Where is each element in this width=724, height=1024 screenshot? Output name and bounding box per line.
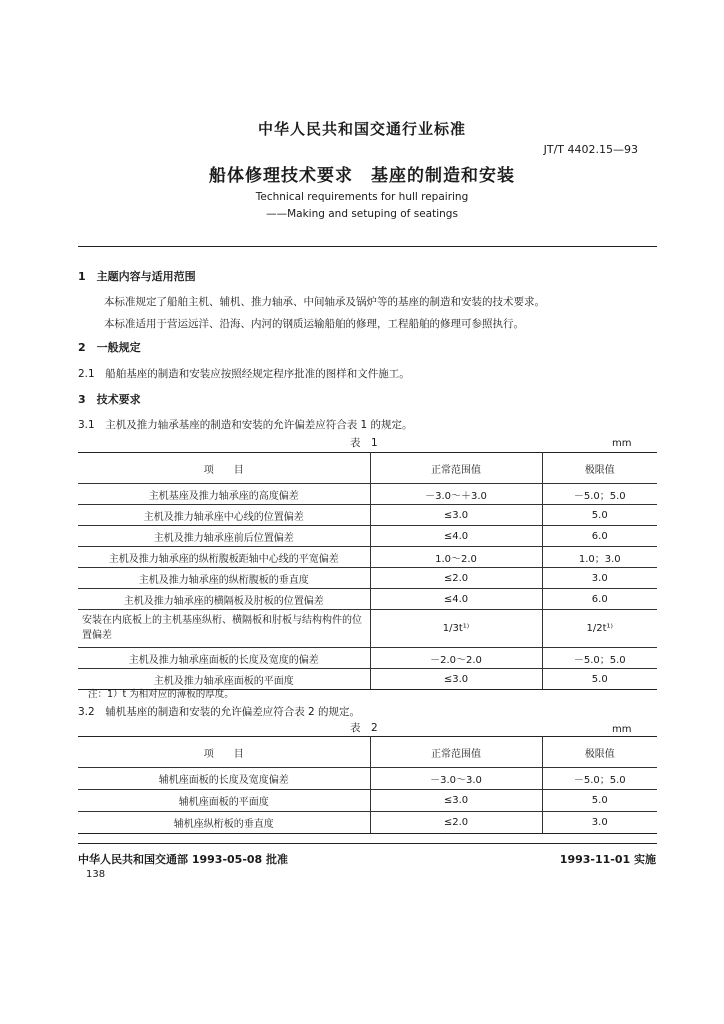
cell-normal-range: ≤3.0: [370, 790, 542, 812]
cell-item: 辅机座面板的平面度: [78, 790, 370, 812]
table-row: [78, 547, 657, 568]
page-number: 138: [86, 869, 106, 880]
cell-normal-range: ≤2.0: [370, 812, 542, 834]
main-title: 船体修理技术要求 基座的制造和安装: [209, 166, 515, 186]
table-header-row: [78, 453, 657, 484]
cell-normal-range: ≤4.0: [370, 589, 542, 610]
table-row: [78, 812, 657, 834]
table-1-caption: 表 1: [350, 437, 378, 449]
section-3-heading: 3 技术要求: [78, 393, 141, 406]
table-1-unit: mm: [612, 438, 632, 449]
cell-limit: 1/2t¹⁾: [542, 610, 657, 648]
cell-item: 辅机座纵桁板的垂直度: [78, 812, 370, 834]
implementation-date: 1993-11-01 实施: [559, 853, 656, 866]
table-header-row: [78, 737, 657, 768]
cell-item: 主机及推力轴承座面板的平面度: [78, 669, 370, 690]
table-2-unit: mm: [612, 724, 632, 735]
standard-code: JT/T 4402.15—93: [543, 143, 638, 156]
cell-normal-range: ≤4.0: [370, 526, 542, 547]
table-row: [78, 568, 657, 589]
col-header-limit: 极限值: [542, 737, 657, 768]
table-row: [78, 790, 657, 812]
col-header-normal-range: 正常范围值: [370, 737, 542, 768]
publisher-title: 中华人民共和国交通行业标准: [257, 120, 466, 138]
cell-limit: －5.0；5.0: [542, 768, 657, 790]
cell-normal-range: ≤3.0: [370, 505, 542, 526]
cell-item: 主机及推力轴承座的纵桁腹板距轴中心线的平宽偏差: [78, 547, 370, 568]
table-row: [78, 768, 657, 790]
english-title-line1: Technical requirements for hull repairing: [255, 191, 469, 203]
cell-normal-range: 1.0～2.0: [370, 547, 542, 568]
table-row: [78, 484, 657, 505]
col-header-limit: 极限值: [542, 453, 657, 484]
table-row: [78, 648, 657, 669]
cell-limit: 3.0: [542, 812, 657, 834]
section-3-1-text: 3.1 主机及推力轴承基座的制造和安装的允许偏差应符合表 1 的规定。: [78, 419, 413, 431]
cell-normal-range: －3.0～3.0: [370, 768, 542, 790]
english-title-line2: ——Making and setuping of seatings: [266, 208, 458, 220]
section-1-paragraph-2: 本标准适用于营运远洋、沿海、内河的钢质运输船舶的修理，工程船舶的修理可参照执行。: [104, 318, 524, 330]
cell-item: 主机及推力轴承座前后位置偏差: [78, 526, 370, 547]
table-row: [78, 526, 657, 547]
table-1-note: 注：1）t 为相对应的薄板的厚度。: [88, 689, 234, 700]
cell-limit: 1.0；3.0: [542, 547, 657, 568]
cell-limit: 6.0: [542, 589, 657, 610]
table-row: [78, 589, 657, 610]
table-row: [78, 505, 657, 526]
section-1-heading: 1 主题内容与适用范围: [78, 270, 196, 283]
cell-item: 安装在内底板上的主机基座纵桁、横隔板和肘板与结构构件的位置偏差: [78, 610, 370, 648]
table-1: [78, 452, 657, 690]
header-divider: [78, 246, 657, 247]
approval-line: 中华人民共和国交通部 1993-05-08 批准: [78, 853, 289, 866]
cell-limit: －5.0；5.0: [542, 484, 657, 505]
footer-divider: [78, 843, 657, 844]
cell-item: 主机及推力轴承座的横隔板及肘板的位置偏差: [78, 589, 370, 610]
cell-item: 主机及推力轴承座面板的长度及宽度的偏差: [78, 648, 370, 669]
cell-item: 主机及推力轴承座的纵桁腹板的垂直度: [78, 568, 370, 589]
cell-normal-range: ≤2.0: [370, 568, 542, 589]
section-3-2-text: 3.2 辅机基座的制造和安装的允许偏差应符合表 2 的规定。: [78, 706, 361, 718]
cell-item: 主机及推力轴承座中心线的位置偏差: [78, 505, 370, 526]
col-header-item: 项 目: [78, 737, 370, 768]
cell-limit: 5.0: [542, 669, 657, 690]
cell-normal-range: －2.0～2.0: [370, 648, 542, 669]
col-header-item: 项 目: [78, 453, 370, 484]
cell-limit: 5.0: [542, 505, 657, 526]
cell-limit: 5.0: [542, 790, 657, 812]
cell-limit: 6.0: [542, 526, 657, 547]
cell-normal-range: 1/3t¹⁾: [370, 610, 542, 648]
cell-normal-range: －3.0～＋3.0: [370, 484, 542, 505]
section-2-1-text: 2.1 船舶基座的制造和安装应按照经规定程序批准的图样和文件施工。: [78, 368, 410, 380]
col-header-normal-range: 正常范围值: [370, 453, 542, 484]
table-row: [78, 610, 657, 648]
section-1-paragraph-1: 本标准规定了船舶主机、辅机、推力轴承、中间轴承及锅炉等的基座的制造和安装的技术要求。: [104, 296, 545, 308]
cell-limit: －5.0；5.0: [542, 648, 657, 669]
section-2-heading: 2 一般规定: [78, 341, 141, 354]
cell-limit: 3.0: [542, 568, 657, 589]
table-2-caption: 表 2: [350, 722, 378, 734]
cell-item: 辅机座面板的长度及宽度偏差: [78, 768, 370, 790]
table-2: [78, 736, 657, 834]
cell-normal-range: ≤3.0: [370, 669, 542, 690]
cell-item: 主机基座及推力轴承座的高度偏差: [78, 484, 370, 505]
